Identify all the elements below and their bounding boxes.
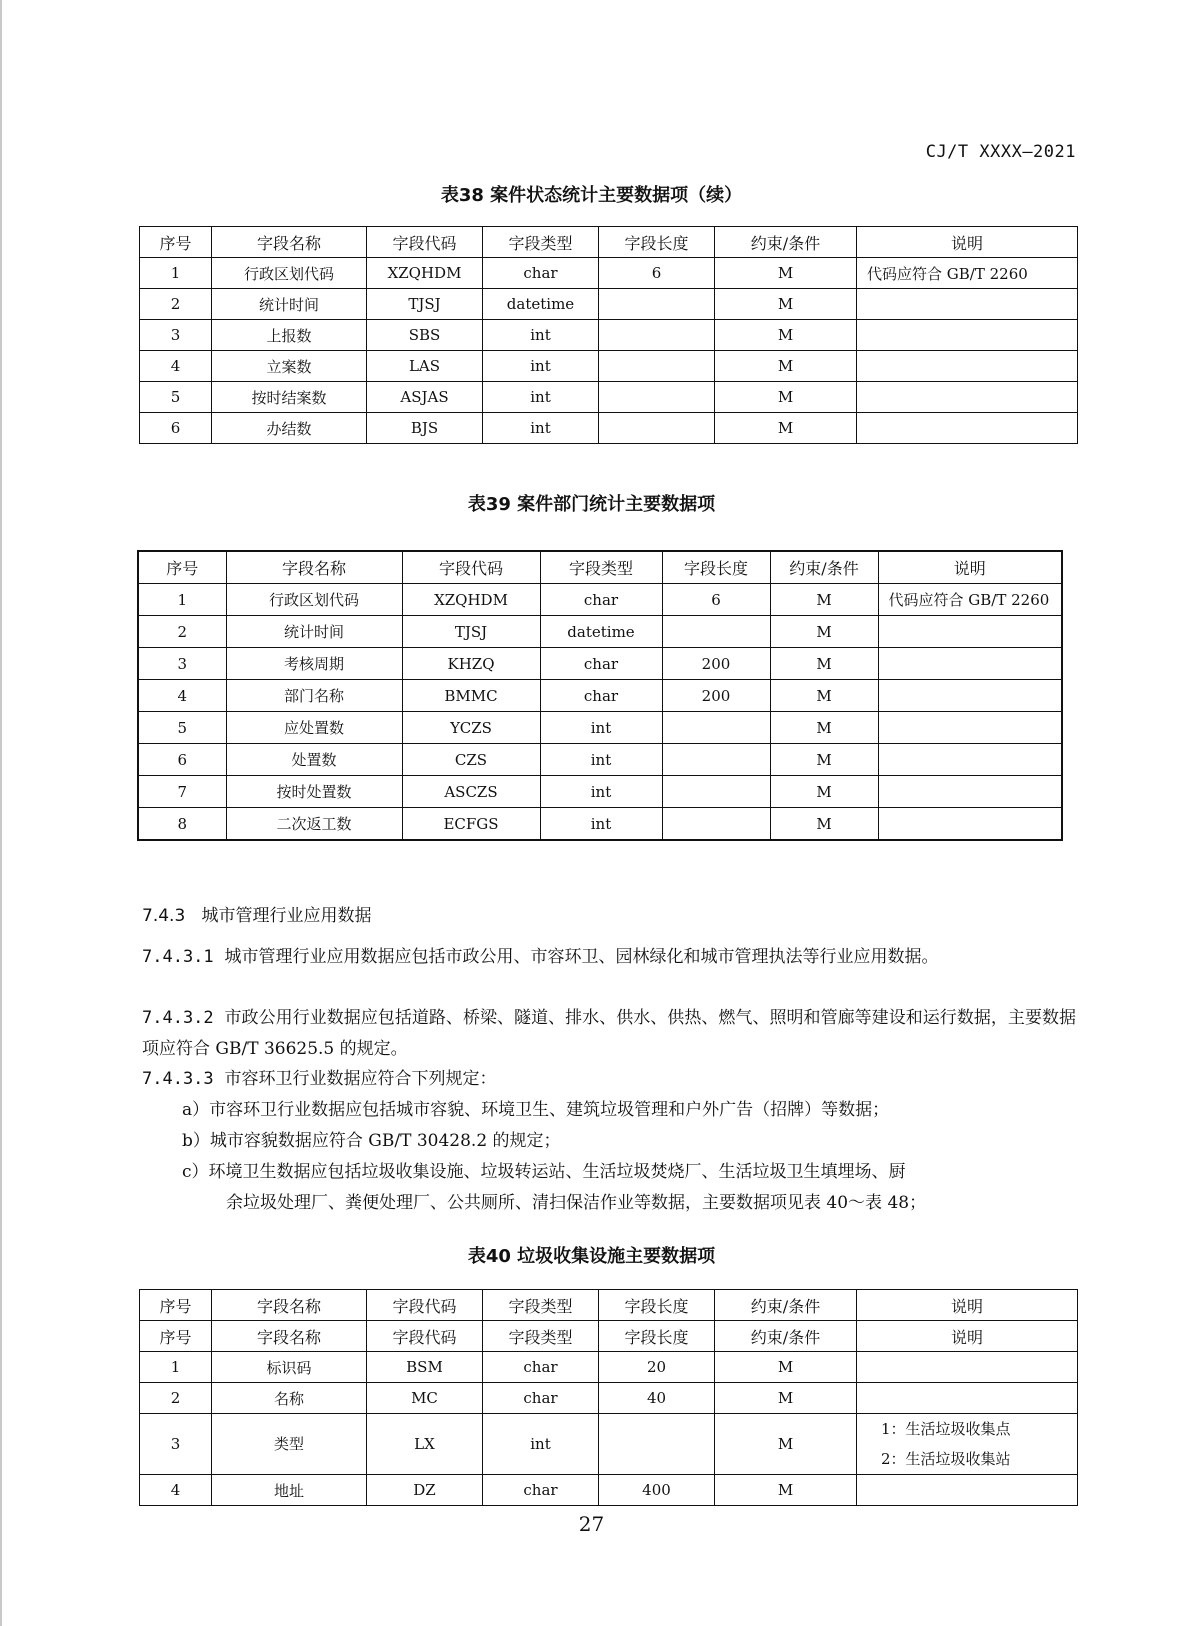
table-cell: MC [367,1383,483,1414]
table-cell [662,712,770,744]
column-header: 说明 [857,227,1078,258]
table-cell: M [715,351,857,382]
table-cell: 3 [138,648,226,680]
paragraph-7-4-3-3 [142,1064,1076,1095]
list-item-text: 环境卫生数据应包括垃圾收集设施、垃圾转运站、生活垃圾焚烧厂、生活垃圾卫生填埋场、厨 [208,1162,906,1182]
table-cell: 行政区划代码 [226,584,402,616]
table-header-row [140,1321,1078,1352]
table-cell [662,776,770,808]
column-header: 字段名称 [226,551,402,584]
column-header: 字段名称 [212,1321,367,1352]
table-cell: 上报数 [212,320,367,351]
table-cell: 7 [138,776,226,808]
table-cell: datetime [540,616,662,648]
table-cell: TJSJ [367,289,483,320]
table-cell: DZ [367,1475,483,1506]
table-header-row [140,227,1078,258]
table-row [138,808,1062,841]
table-row [140,1475,1078,1506]
table-row [140,1352,1078,1383]
table-cell [599,320,715,351]
table-row [140,320,1078,351]
table-cell [599,413,715,444]
table-row [140,1414,1078,1475]
section-heading [142,901,371,926]
table-cell: 标识码 [212,1352,367,1383]
table-cell: M [770,712,878,744]
section-heading-text: 城市管理行业应用数据 [201,906,372,926]
table-cell: 6 [138,744,226,776]
table-cell: char [483,1352,599,1383]
list-item-continuation: 余垃圾处理厂、粪便处理厂、公共厕所、清扫保洁作业等数据，主要数据项见表 40～表 48； [226,1193,927,1213]
table-cell: XZQHDM [367,258,483,289]
table-cell: 2 [140,1383,212,1414]
column-header: 说明 [857,1290,1078,1321]
table-cell [662,616,770,648]
column-header: 字段长度 [599,1290,715,1321]
table-cell [599,351,715,382]
table38 [139,226,1078,444]
table-cell: 立案数 [212,351,367,382]
table-cell: ECFGS [402,808,540,841]
table-cell [878,648,1062,680]
table-cell: 处置数 [226,744,402,776]
paragraph-text: 城市管理行业应用数据应包括市政公用、市容环卫、园林绿化和城市管理执法等行业应用数据。 [224,947,939,967]
table-cell [878,680,1062,712]
table-cell [599,382,715,413]
table-cell [857,320,1078,351]
table-row [138,584,1062,616]
table-cell: int [540,744,662,776]
table-cell [857,382,1078,413]
list-item-text: 市容环卫行业数据应包括城市容貌、环境卫生、建筑垃圾管理和户外广告（招牌）等数据； [209,1100,890,1120]
table-cell: M [715,382,857,413]
table-row [140,258,1078,289]
table-cell: M [715,413,857,444]
table-cell: BMMC [402,680,540,712]
column-header: 字段长度 [662,551,770,584]
table-row [138,680,1062,712]
table-cell: 6 [662,584,770,616]
table-cell [857,351,1078,382]
table-cell: int [483,382,599,413]
page-number: 27 [578,1512,605,1536]
table-cell: 4 [140,351,212,382]
column-header: 序号 [140,1321,212,1352]
table-cell: LAS [367,351,483,382]
table-cell: BSM [367,1352,483,1383]
table-cell: SBS [367,320,483,351]
table-cell [857,289,1078,320]
table-cell [857,1352,1078,1383]
table-cell: LX [367,1414,483,1475]
column-header: 字段长度 [599,227,715,258]
table-cell: 1 [138,584,226,616]
table-cell: 行政区划代码 [212,258,367,289]
table-cell: 应处置数 [226,712,402,744]
table-cell: 3 [140,1414,212,1475]
table-cell: KHZQ [402,648,540,680]
table-cell: 地址 [212,1475,367,1506]
table-cell: M [715,1475,857,1506]
table-cell: ASJAS [367,382,483,413]
table-row [138,776,1062,808]
table-cell: 代码应符合 GB/T 2260 [857,258,1078,289]
column-header: 字段类型 [483,1321,599,1352]
table-cell [599,1414,715,1475]
table39 [137,550,1063,841]
list-item-label: b） [182,1131,210,1151]
list-item-a [182,1095,1078,1126]
table-cell: 20 [599,1352,715,1383]
table-cell: 40 [599,1383,715,1414]
table-cell: 200 [662,680,770,712]
table-cell: 200 [662,648,770,680]
column-header: 约束/条件 [715,227,857,258]
table-cell: datetime [483,289,599,320]
table40 [139,1289,1078,1506]
table-cell: M [715,320,857,351]
table-cell: M [770,648,878,680]
column-header: 字段代码 [367,1321,483,1352]
table-cell: M [715,258,857,289]
type-option: 2：生活垃圾收集站 [881,1450,1011,1468]
table-cell: int [483,413,599,444]
column-header: 字段名称 [212,227,367,258]
table-cell: M [715,289,857,320]
table-cell: M [770,776,878,808]
paragraph-text: 市政公用行业数据应包括道路、桥梁、隧道、排水、供水、供热、燃气、照明和管廊等建设和运行数据，主要数据项应符合 GB/T 36625.5 的规定。 [142,1008,1077,1059]
list-item-label: c） [182,1162,209,1182]
table-cell [878,744,1062,776]
paragraph-7-4-3-1 [142,942,1076,973]
table-cell: char [483,1383,599,1414]
table-cell: 2 [138,616,226,648]
table-cell: char [540,584,662,616]
table-cell [878,776,1062,808]
column-header: 字段长度 [599,1321,715,1352]
table-cell: M [715,1352,857,1383]
table-cell: 4 [138,680,226,712]
table-cell: 类型 [212,1414,367,1475]
table-cell: BJS [367,413,483,444]
table-cell [878,808,1062,841]
column-header: 说明 [878,551,1062,584]
table-header-row [140,1290,1078,1321]
table-cell: M [770,808,878,841]
table-cell: int [483,320,599,351]
table-cell [662,744,770,776]
table-cell: 5 [138,712,226,744]
table-cell: ASCZS [402,776,540,808]
column-header: 字段类型 [540,551,662,584]
column-header: 约束/条件 [770,551,878,584]
column-header: 说明 [857,1321,1078,1352]
list-item-b [182,1126,1078,1157]
table-cell: 2 [140,289,212,320]
table-cell: 400 [599,1475,715,1506]
paragraph-7-4-3-2 [142,1003,1076,1065]
table-cell: 部门名称 [226,680,402,712]
table-cell: M [770,616,878,648]
table-cell: M [770,584,878,616]
table-cell: 1 [140,258,212,289]
table-row [140,413,1078,444]
table-cell [857,1383,1078,1414]
page-left-border [0,0,2,1626]
table40-caption: 表40 垃圾收集设施主要数据项 [467,1246,716,1267]
table-cell: char [540,648,662,680]
table-row [138,744,1062,776]
table-row [138,648,1062,680]
column-header: 序号 [140,1290,212,1321]
table-cell: 按时结案数 [212,382,367,413]
table-row [138,616,1062,648]
column-header: 字段类型 [483,227,599,258]
table-cell: M [770,744,878,776]
column-header: 字段代码 [367,1290,483,1321]
table39-caption: 表39 案件部门统计主要数据项 [467,494,716,515]
table-cell: 统计时间 [226,616,402,648]
table-row [140,1383,1078,1414]
list-item-c [182,1157,1078,1219]
table-cell [599,289,715,320]
list-item-text: 城市容貌数据应符合 GB/T 30428.2 的规定； [209,1131,561,1151]
table-cell: XZQHDM [402,584,540,616]
section-heading-number: 7.4.3 [142,906,186,926]
table-cell: char [540,680,662,712]
table-header-row [138,551,1062,584]
table-row [140,289,1078,320]
paragraph-text: 市容环卫行业数据应符合下列规定： [224,1069,497,1089]
column-header: 约束/条件 [715,1321,857,1352]
list-item-label: a） [182,1100,210,1120]
table-cell: TJSJ [402,616,540,648]
table-cell: 统计时间 [212,289,367,320]
standard-code: CJ/T XXXX—2021 [925,142,1076,162]
table38-caption: 表38 案件状态统计主要数据项（续） [440,185,743,206]
column-header: 约束/条件 [715,1290,857,1321]
table-cell: 3 [140,320,212,351]
table-cell: M [770,680,878,712]
table-cell: YCZS [402,712,540,744]
column-header: 字段名称 [212,1290,367,1321]
table-cell: 6 [599,258,715,289]
table-cell: int [483,351,599,382]
table-cell: char [483,1475,599,1506]
table-cell: int [540,776,662,808]
table-cell: char [483,258,599,289]
table-cell [878,712,1062,744]
paragraph-number: 7.4.3.1 [142,947,214,967]
table-cell [662,808,770,841]
table-cell [857,1475,1078,1506]
table-row [140,382,1078,413]
paragraph-number: 7.4.3.3 [142,1069,214,1089]
table-cell: 考核周期 [226,648,402,680]
table-cell: M [715,1383,857,1414]
column-header: 序号 [140,227,212,258]
column-header: 字段代码 [367,227,483,258]
table-row [140,351,1078,382]
table-cell: 8 [138,808,226,841]
table-cell: int [540,712,662,744]
table-cell: 按时处置数 [226,776,402,808]
table-cell: 4 [140,1475,212,1506]
column-header: 字段代码 [402,551,540,584]
table-cell: int [540,808,662,841]
table-cell: 二次返工数 [226,808,402,841]
type-option: 1：生活垃圾收集点 [881,1420,1011,1438]
table-cell [878,616,1062,648]
table-cell: 名称 [212,1383,367,1414]
paragraph-number: 7.4.3.2 [142,1008,214,1028]
table-cell: 代码应符合 GB/T 2260 [878,584,1062,616]
table-cell: 5 [140,382,212,413]
table-cell: 1 [140,1352,212,1383]
table-cell [857,413,1078,444]
column-header: 字段类型 [483,1290,599,1321]
table-cell: int [483,1414,599,1475]
table-cell: 办结数 [212,413,367,444]
table-row [138,712,1062,744]
column-header: 序号 [138,551,226,584]
table-cell: M [715,1414,857,1475]
table-cell [857,1414,1078,1475]
table-cell: 6 [140,413,212,444]
table-cell: CZS [402,744,540,776]
